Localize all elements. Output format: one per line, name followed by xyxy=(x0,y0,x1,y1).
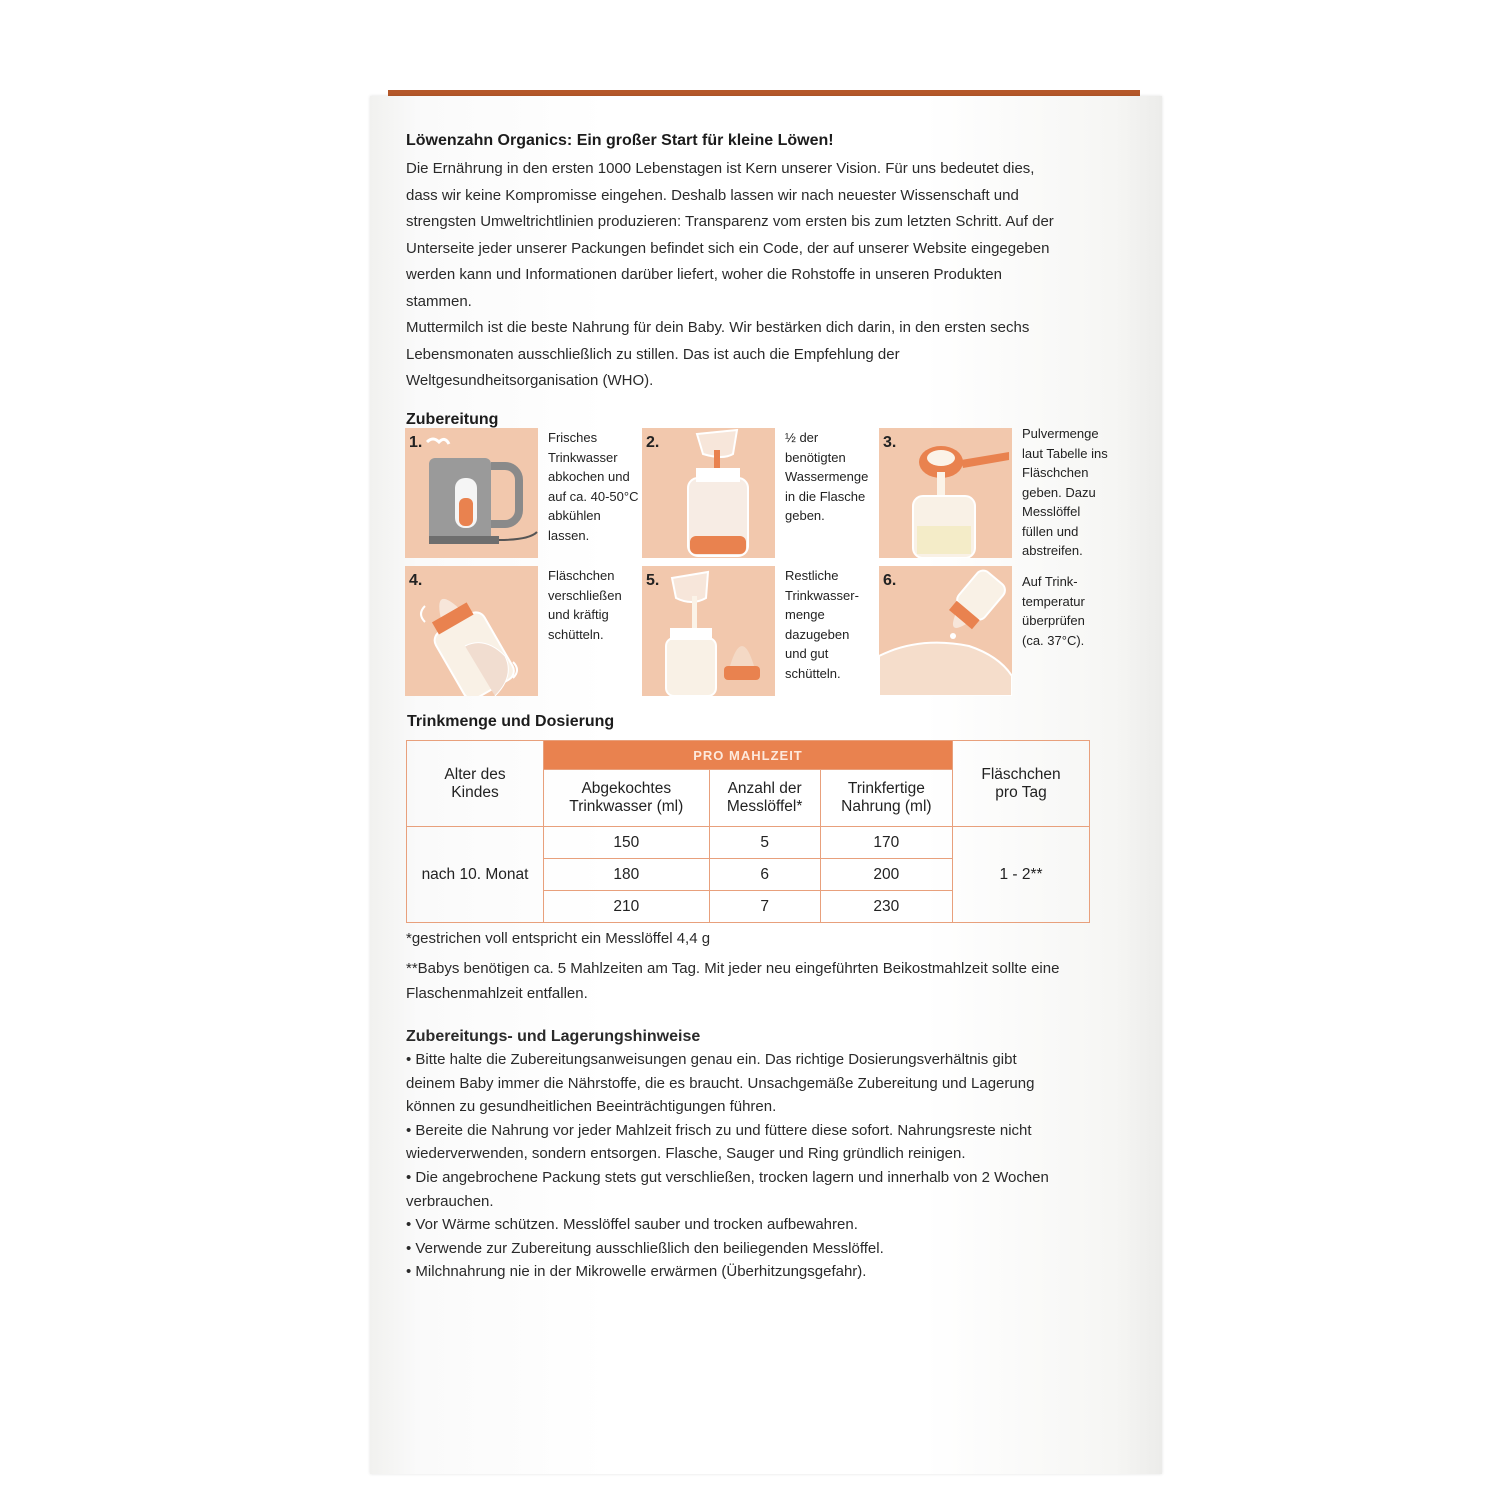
step-line: Trinkwasser xyxy=(548,449,618,465)
header-line: Messlöffel* xyxy=(726,798,803,815)
header-line: pro Tag xyxy=(995,783,1047,801)
intro-line: dass wir keine Kompromisse eingehen. Deshalb lassen wir nach neuester Wissenschaft und xyxy=(406,186,1019,204)
step-line: benötigten xyxy=(785,449,846,465)
bottles-cell: 1 - 2** xyxy=(953,827,1090,923)
step-line: Auf Trink- xyxy=(1022,574,1078,589)
intro-line: Unterseite jeder unserer Packungen befindet sich ein Code, der auf unserer Website eingegeben xyxy=(406,239,1050,257)
step-number: 4. xyxy=(409,572,423,589)
step-line: und gut xyxy=(785,646,829,661)
spoons-cell: 5 xyxy=(709,827,820,859)
preparation-title: Zubereitung xyxy=(406,410,499,428)
step-3 xyxy=(879,428,1109,558)
step-2 xyxy=(642,428,872,558)
pour-water-illustration xyxy=(642,428,775,558)
step-line: auf ca. 40-50°C xyxy=(548,488,639,504)
spoons-cell: 7 xyxy=(709,891,820,923)
age-cell: nach 10. Monat xyxy=(407,827,544,923)
step-number: 6. xyxy=(883,572,897,589)
step-line: temperatur xyxy=(1022,593,1085,609)
water-cell: 150 xyxy=(544,827,710,859)
step-line: Pulvermenge xyxy=(1022,426,1099,441)
header-age xyxy=(407,741,544,827)
intro-line: werden kann und Informationen darüber liefert, woher die Rohstoffe in unseren Produkten xyxy=(406,266,1002,283)
header-ready xyxy=(820,770,952,827)
intro-line: Lebensmonaten ausschließlich zu stillen. Das ist auch die Empfehlung der xyxy=(406,345,900,363)
step-line: geben. xyxy=(785,508,825,523)
step-line: lassen. xyxy=(548,527,590,543)
ready-cell: 200 xyxy=(820,859,952,891)
header-line: Nahrung (ml) xyxy=(841,798,932,815)
dosage-note-1: *gestrichen voll entspricht ein Messlöffel 4,4 g xyxy=(406,930,711,947)
storage-line: • Verwende zur Zubereitung ausschließlich den beiliegenden Messlöffel. xyxy=(406,1239,884,1257)
header-line: Anzahl der xyxy=(727,780,802,797)
step-line: abkühlen xyxy=(548,508,601,523)
step-number: 1. xyxy=(409,434,423,451)
step-1 xyxy=(405,428,639,558)
dosage-table xyxy=(406,740,1090,923)
storage-line: • Bereite die Nahrung vor jeder Mahlzeit frisch zu und füttere diese sofort. Nahrungsreste nicht xyxy=(406,1121,1032,1139)
intro-section xyxy=(406,130,1096,431)
note-line: Flaschenmahlzeit entfallen. xyxy=(406,985,588,1002)
step-line: verschließen xyxy=(548,587,622,603)
step-text xyxy=(1022,572,1117,650)
step-line: Frisches xyxy=(548,430,598,445)
step-line: abstreifen. xyxy=(1022,543,1083,558)
intro-line: stammen. xyxy=(406,292,472,310)
header-line: Alter des xyxy=(444,765,506,783)
storage-line: • Milchnahrung nie in der Mikrowelle erwärmen (Überhitzungsgefahr). xyxy=(406,1263,867,1281)
scoop-powder-illustration xyxy=(879,428,1012,558)
step-4 xyxy=(405,566,635,696)
step-line: abkochen und xyxy=(548,469,630,484)
step-5 xyxy=(642,566,872,696)
spoons-cell: 6 xyxy=(709,859,820,891)
step-line: geben. Dazu xyxy=(1022,484,1096,500)
header-line: Fläschchen xyxy=(981,765,1061,783)
step-line: in die Flasche xyxy=(785,488,866,504)
header-line: Kindes xyxy=(451,783,499,801)
step-text xyxy=(548,566,643,644)
step-line: dazugeben xyxy=(785,626,850,642)
storage-line: • Die angebrochene Packung stets gut verschließen, trocken lagern und innerhalb von 2 Wochen xyxy=(406,1168,1049,1186)
storage-line: können zu gesundheitlichen Beeinträchtigungen führen. xyxy=(406,1098,777,1116)
step-line: Restliche xyxy=(785,568,839,583)
step-line: Messlöffel xyxy=(1022,504,1081,519)
step-text xyxy=(548,428,643,545)
step-line: ½ der xyxy=(785,430,819,445)
storage-section xyxy=(406,1026,1106,1284)
step-line: Fläschchen xyxy=(548,568,615,583)
per-meal-band: PRO MAHLZEIT xyxy=(544,741,953,770)
step-number: 3. xyxy=(883,434,897,451)
step-line: und kräftig xyxy=(548,607,609,622)
storage-title: Zubereitungs- und Lagerungshinweise xyxy=(406,1028,701,1045)
storage-line: wiederverwenden, sondern entsorgen. Flasche, Sauger und Ring gründlich reinigen. xyxy=(406,1145,966,1163)
intro-line: Muttermilch ist die beste Nahrung für dein Baby. Wir bestärken dich darin, in den ersten sechs xyxy=(406,319,1030,336)
step-line: Wassermenge xyxy=(785,469,869,484)
step-line: menge xyxy=(785,607,825,622)
kettle-illustration xyxy=(405,428,538,558)
step-line: schütteln. xyxy=(785,665,841,681)
ready-cell: 170 xyxy=(820,827,952,859)
ready-cell: 230 xyxy=(820,891,952,923)
intro-line: Die Ernährung in den ersten 1000 Lebenstagen ist Kern unserer Vision. Für uns bedeutet dies, xyxy=(406,160,1035,177)
step-line: schütteln. xyxy=(548,626,604,642)
intro-title: Löwenzahn Organics: Ein großer Start für kleine Löwen! xyxy=(406,132,834,149)
shake-bottle-illustration xyxy=(405,566,538,696)
check-temperature-illustration xyxy=(879,566,1012,696)
intro-line: strengsten Umweltrichtlinien produzieren: Transparenz vom ersten bis zum letzten Schritt. Auf der xyxy=(406,213,1054,230)
step-6 xyxy=(879,566,1109,696)
header-line: Trinkwasser (ml) xyxy=(569,798,684,815)
step-line: laut Tabelle ins xyxy=(1022,445,1108,461)
intro-line: Weltgesundheitsorganisation (WHO). xyxy=(406,372,654,389)
step-line: Fläschchen xyxy=(1022,465,1089,480)
step-line: Trinkwasser- xyxy=(785,587,859,603)
water-cell: 180 xyxy=(544,859,710,891)
step-line: füllen und xyxy=(1022,523,1079,539)
header-line: Abgekochtes xyxy=(581,780,672,797)
storage-line: • Bitte halte die Zubereitungsanweisungen genau ein. Das richtige Dosierungsverhältnis gibt xyxy=(406,1051,1017,1068)
header-bottles xyxy=(953,741,1090,827)
dosage-note-2 xyxy=(406,956,1106,1006)
add-water-illustration xyxy=(642,566,775,696)
header-line: Trinkfertige xyxy=(847,780,925,797)
storage-line: verbrauchen. xyxy=(406,1192,494,1210)
step-text xyxy=(1022,424,1117,561)
water-cell: 210 xyxy=(544,891,710,923)
header-spoons xyxy=(709,770,820,827)
table-row xyxy=(407,827,1090,859)
note-line: **Babys benötigen ca. 5 Mahlzeiten am Tag. Mit jeder neu eingeführten Beikostmahlzeit sollte eine xyxy=(406,960,1060,977)
preparation-steps xyxy=(405,428,1125,698)
dosage-title: Trinkmenge und Dosierung xyxy=(407,713,615,730)
step-line: (ca. 37°C). xyxy=(1022,632,1085,648)
step-number: 5. xyxy=(646,572,660,589)
step-number: 2. xyxy=(646,434,660,451)
storage-line: deinem Baby immer die Nährstoffe, die es braucht. Unsachgemäße Zubereitung und Lagerung xyxy=(406,1074,1035,1092)
step-text xyxy=(785,566,880,683)
storage-line: • Vor Wärme schützen. Messlöffel sauber und trocken aufbewahren. xyxy=(406,1216,858,1234)
header-water xyxy=(544,770,710,827)
step-text xyxy=(785,428,880,526)
step-line: überprüfen xyxy=(1022,613,1085,628)
